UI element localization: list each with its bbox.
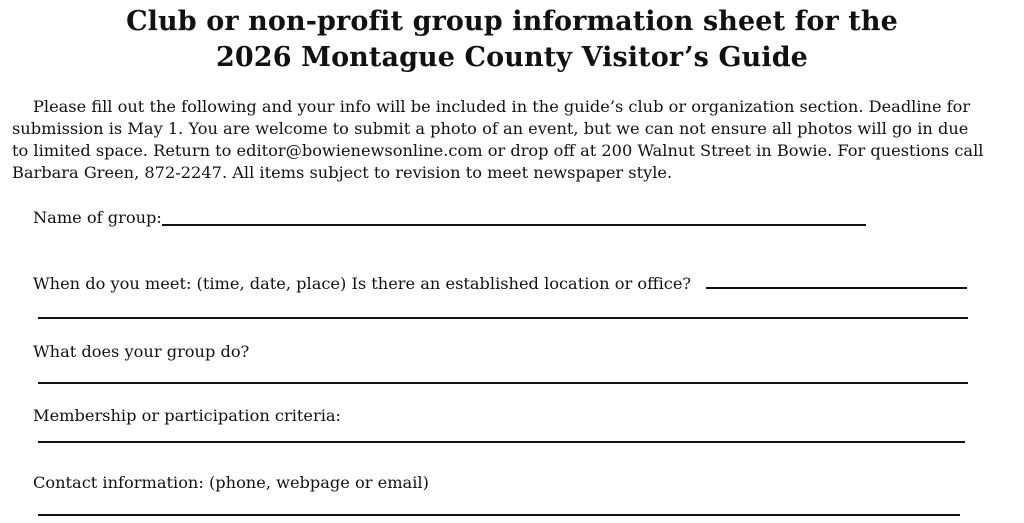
intro-line: to limited space. Return to editor@bowienewsonline.com or drop off at 200 Walnut Street in Bowie. For questions call xyxy=(12,141,984,160)
group-name-label: Name of group: xyxy=(33,208,162,227)
meeting-info-label: When do you meet: (time, date, place) Is there an established location or office? xyxy=(33,274,692,293)
group-activity-field[interactable] xyxy=(38,382,968,384)
contact-info-label: Contact information: (phone, webpage or email) xyxy=(33,473,429,492)
intro-line: submission is May 1. You are welcome to submit a photo of an event, but we can not ensure all photos will go in due xyxy=(12,119,969,138)
form-title-line-1: Club or non-profit group information sheet for the xyxy=(126,6,898,37)
intro-paragraph xyxy=(12,96,1018,184)
intro-line: Barbara Green, 872-2247. All items subject to revision to meet newspaper style. xyxy=(12,163,673,182)
contact-info-field[interactable] xyxy=(38,514,960,516)
membership-criteria-label: Membership or participation criteria: xyxy=(33,406,342,425)
meeting-info-field-line-2[interactable] xyxy=(38,317,968,319)
intro-line: Please fill out the following and your info will be included in the guide’s club or organization section. Deadline for xyxy=(33,97,971,116)
form-title-line-2: 2026 Montague County Visitor’s Guide xyxy=(216,42,808,73)
membership-criteria-field[interactable] xyxy=(38,441,965,443)
group-name-field[interactable] xyxy=(162,224,866,226)
meeting-info-field[interactable] xyxy=(706,287,967,289)
group-activity-label: What does your group do? xyxy=(33,342,250,361)
